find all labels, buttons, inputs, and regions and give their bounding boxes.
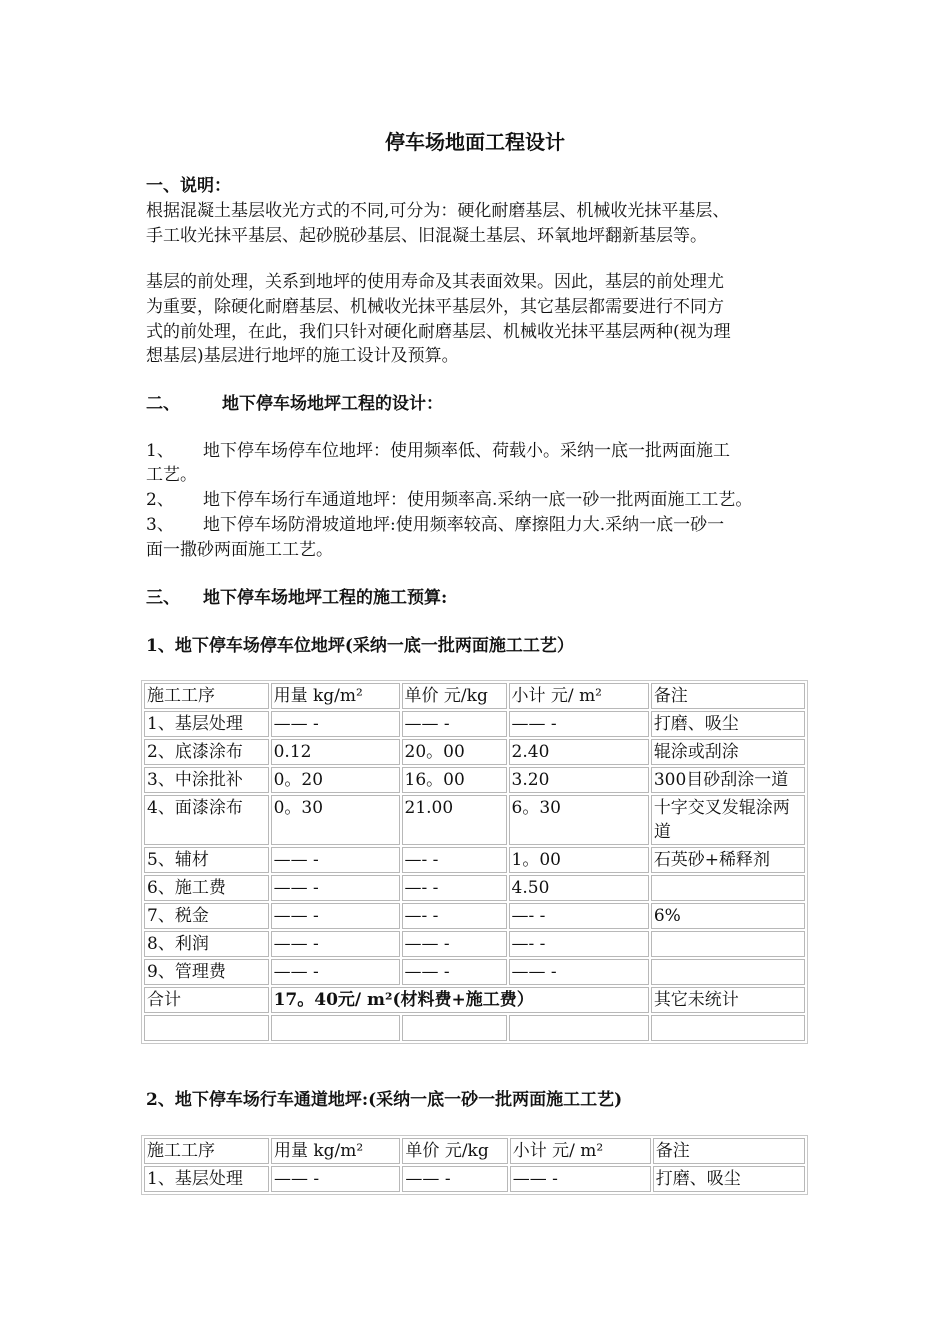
table-cell: —— - bbox=[271, 847, 400, 873]
table-cell: —— - bbox=[271, 1166, 400, 1192]
table-2-caption: 2、地下停车场行车通道地坪:(采纳一底一砂一批两面施工工艺) bbox=[146, 1090, 623, 1110]
header-cell: 施工工序 bbox=[144, 1138, 269, 1164]
table-cell: —— - bbox=[509, 959, 649, 985]
table-cell: 十字交叉发辊涂两道 bbox=[651, 795, 805, 845]
header-cell: 用量 kg/m² bbox=[271, 1138, 400, 1164]
table-cell: 4、面漆涂布 bbox=[144, 795, 269, 845]
paragraph-line: 手工收光抹平基层、起砂脱砂基层、旧混凝土基层、环氧地坪翻新基层等。 bbox=[146, 226, 707, 246]
table-cell: 2、底漆涂布 bbox=[144, 739, 269, 765]
paragraph-line: 为重要，除硬化耐磨基层、机械收光抹平基层外，其它基层都需要进行不同方 bbox=[146, 297, 724, 317]
header-cell: 单价 元/kg bbox=[402, 683, 507, 709]
table-cell: 辊涂或刮涂 bbox=[651, 739, 805, 765]
section-3-heading: 地下停车场地坪工程的施工预算: bbox=[203, 588, 448, 608]
section-1-heading: 一、说明： bbox=[146, 176, 231, 196]
table-1-caption: 1、地下停车场停车位地坪(采纳一底一批两面施工工艺） bbox=[146, 636, 574, 656]
list-item-text: 面一撒砂两面施工工艺。 bbox=[146, 540, 333, 560]
cost-table-parking-spaces bbox=[141, 680, 808, 1044]
total-value: 17。40元/ m²(材料费+施工费） bbox=[271, 987, 649, 1013]
section-2-heading: 地下停车场地坪工程的设计： bbox=[222, 394, 443, 414]
table-cell: —— - bbox=[271, 931, 400, 957]
table-cell: 1、基层处理 bbox=[144, 1166, 269, 1192]
list-item-number: 3、 bbox=[146, 515, 174, 535]
table-cell: —- - bbox=[402, 847, 507, 873]
table-cell: —— - bbox=[271, 875, 400, 901]
table-cell: 0。20 bbox=[271, 767, 400, 793]
table-cell: —- - bbox=[509, 903, 649, 929]
table-cell bbox=[144, 1015, 269, 1041]
paragraph-line: 想基层)基层进行地坪的施工设计及预算。 bbox=[146, 346, 459, 366]
table-row bbox=[144, 767, 805, 793]
table-cell: 300目砂刮涂一道 bbox=[651, 767, 805, 793]
table-row bbox=[144, 795, 805, 845]
table-cell: —- - bbox=[402, 903, 507, 929]
paragraph-line: 式的前处理，在此，我们只针对硬化耐磨基层、机械收光抹平基层两种(视为理 bbox=[146, 322, 731, 342]
header-cell: 小计 元/ m² bbox=[510, 1138, 651, 1164]
table-cell: —— - bbox=[510, 1166, 651, 1192]
table-cell: —— - bbox=[271, 903, 400, 929]
table-row bbox=[144, 931, 805, 957]
table-cell: —— - bbox=[402, 931, 507, 957]
table-cell: 5、辅材 bbox=[144, 847, 269, 873]
page-title: 停车场地面工程设计 bbox=[385, 130, 565, 154]
section-2-number: 二、 bbox=[146, 394, 180, 414]
table-cell: 石英砂+稀释剂 bbox=[651, 847, 805, 873]
table-row bbox=[144, 875, 805, 901]
section-3-number: 三、 bbox=[146, 588, 180, 608]
table-cell bbox=[651, 875, 805, 901]
header-cell: 用量 kg/m² bbox=[271, 683, 400, 709]
table-cell: 3、中涂批补 bbox=[144, 767, 269, 793]
table-cell: —— - bbox=[271, 711, 400, 737]
table-cell bbox=[402, 1015, 507, 1041]
paragraph-line: 根据混凝土基层收光方式的不同,可分为：硬化耐磨基层、机械收光抹平基层、 bbox=[146, 201, 730, 221]
table-cell bbox=[509, 1015, 649, 1041]
table-cell: 0。30 bbox=[271, 795, 400, 845]
table-cell: —- - bbox=[402, 875, 507, 901]
table-cell: 6% bbox=[651, 903, 805, 929]
header-cell: 备注 bbox=[651, 683, 805, 709]
table-total-row bbox=[144, 987, 805, 1013]
list-item-number: 1、 bbox=[146, 441, 174, 461]
table-empty-row bbox=[144, 1015, 805, 1041]
table-cell: 9、管理费 bbox=[144, 959, 269, 985]
header-cell: 单价 元/kg bbox=[402, 1138, 507, 1164]
table-cell: 4.50 bbox=[509, 875, 649, 901]
table-cell: 2.40 bbox=[509, 739, 649, 765]
table-cell: 6。30 bbox=[509, 795, 649, 845]
table-row bbox=[144, 959, 805, 985]
table-row bbox=[144, 903, 805, 929]
header-cell: 备注 bbox=[653, 1138, 805, 1164]
table-cell: 20。00 bbox=[402, 739, 507, 765]
table-cell: 打磨、吸尘 bbox=[651, 711, 805, 737]
table-cell: —— - bbox=[402, 1166, 507, 1192]
list-item-text: 工艺。 bbox=[146, 465, 197, 485]
list-item-text: 地下停车场停车位地坪：使用频率低、荷载小。采纳一底一批两面施工 bbox=[203, 441, 730, 461]
list-item-number: 2、 bbox=[146, 490, 174, 510]
table-cell: 6、施工费 bbox=[144, 875, 269, 901]
cost-table-driving-lanes bbox=[141, 1135, 808, 1195]
table-cell bbox=[651, 1015, 805, 1041]
table-cell: —— - bbox=[271, 959, 400, 985]
paragraph-line: 基层的前处理，关系到地坪的使用寿命及其表面效果。因此，基层的前处理尤 bbox=[146, 272, 724, 292]
table-header-row bbox=[144, 683, 805, 709]
header-cell: 小计 元/ m² bbox=[509, 683, 649, 709]
table-cell: 0.12 bbox=[271, 739, 400, 765]
total-label: 合计 bbox=[144, 987, 269, 1013]
table-cell: 16。00 bbox=[402, 767, 507, 793]
table-cell: 1、基层处理 bbox=[144, 711, 269, 737]
table-cell: 1。00 bbox=[509, 847, 649, 873]
table-row bbox=[144, 739, 805, 765]
table-cell: 8、利润 bbox=[144, 931, 269, 957]
table-header-row bbox=[144, 1138, 805, 1164]
list-item-text: 地下停车场行车通道地坪：使用频率高.采纳一底一砂一批两面施工工艺。 bbox=[203, 490, 753, 510]
table-cell: 7、税金 bbox=[144, 903, 269, 929]
table-cell: —— - bbox=[509, 711, 649, 737]
table-cell: —— - bbox=[402, 959, 507, 985]
table-cell bbox=[651, 959, 805, 985]
table-cell: 打磨、吸尘 bbox=[653, 1166, 805, 1192]
table-cell: —— - bbox=[402, 711, 507, 737]
table-row bbox=[144, 1166, 805, 1192]
table-cell: —- - bbox=[509, 931, 649, 957]
table-cell: 3.20 bbox=[509, 767, 649, 793]
header-cell: 施工工序 bbox=[144, 683, 269, 709]
table-cell: 21.00 bbox=[402, 795, 507, 845]
table-cell bbox=[651, 931, 805, 957]
table-row bbox=[144, 711, 805, 737]
list-item-text: 地下停车场防滑坡道地坪:使用频率较高、摩擦阻力大.采纳一底一砂一 bbox=[203, 515, 725, 535]
table-cell bbox=[271, 1015, 400, 1041]
total-note: 其它未统计 bbox=[651, 987, 805, 1013]
table-row bbox=[144, 847, 805, 873]
